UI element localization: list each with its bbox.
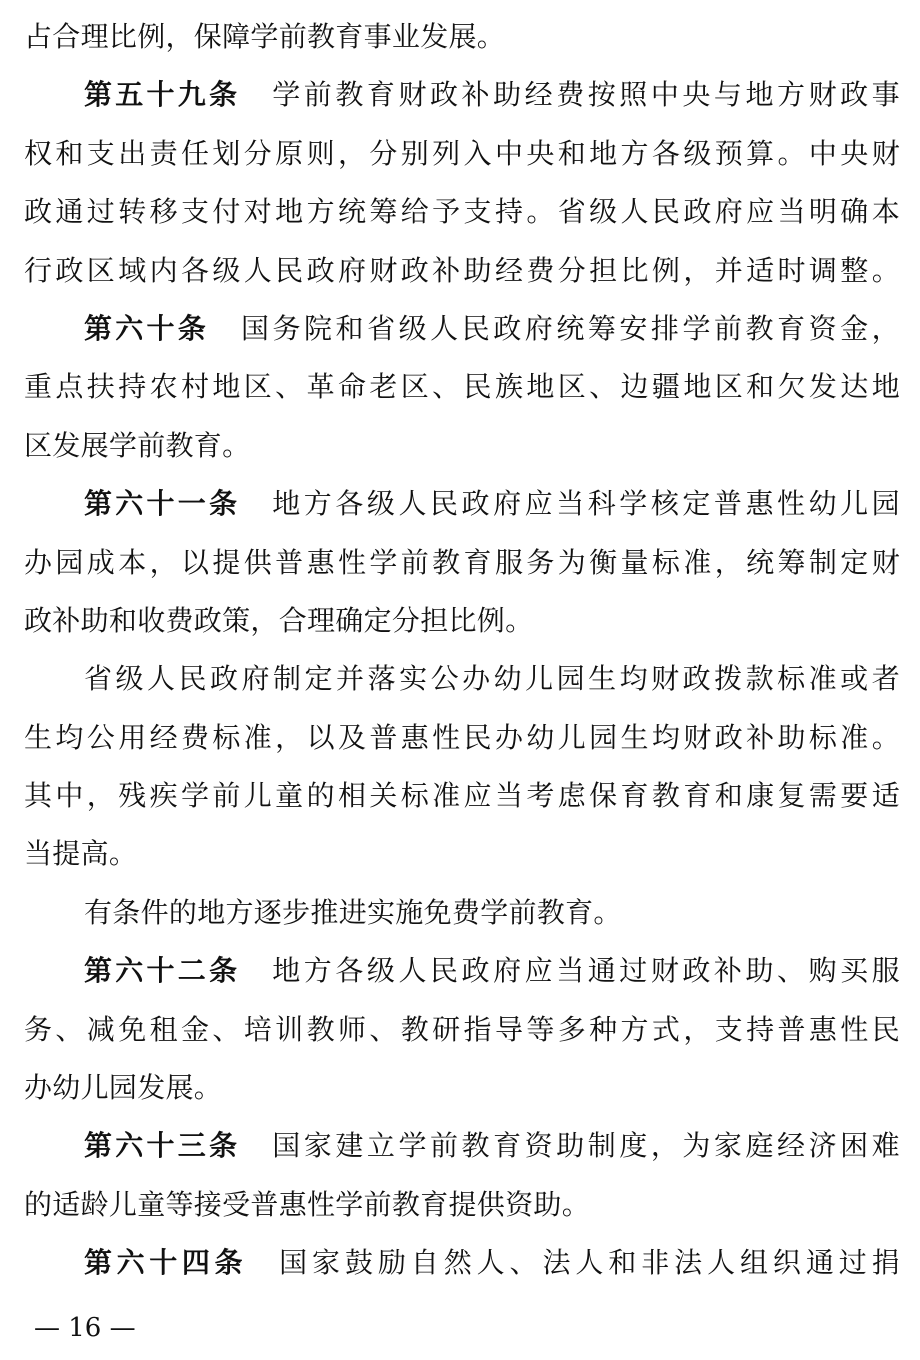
line-text: 地方各级人民政府应当通过财政补助、购买服 [272, 954, 900, 988]
text-line [24, 1123, 900, 1181]
document-page [24, 14, 900, 1299]
text-line [24, 831, 900, 889]
line-text: 区发展学前教育。 [24, 428, 251, 462]
text-line [24, 248, 900, 306]
line-text: 办园成本，以提供普惠性学前教育服务为衡量标准，统筹制定财 [24, 545, 900, 579]
line-text: 其中，残疾学前儿童的相关标准应当考虑保育教育和康复需要适 [24, 779, 900, 813]
text-line [24, 656, 900, 714]
text-line [24, 540, 900, 598]
article-heading: 第六十条 [84, 311, 209, 345]
text-line [24, 306, 900, 364]
article-heading: 第六十二条 [84, 954, 241, 988]
page-number: — 16 — [34, 1313, 136, 1343]
text-line [24, 1065, 900, 1123]
line-text: 国家鼓励自然人、法人和非法人组织通过捐 [279, 1246, 900, 1280]
article-heading: 第五十九条 [84, 78, 241, 112]
text-line [24, 423, 900, 481]
line-text: 国家建立学前教育资助制度，为家庭经济困难 [272, 1129, 900, 1163]
line-text: 政通过转移支付对地方统筹给予支持。省级人民政府应当明确本 [24, 195, 900, 229]
text-line [24, 948, 900, 1006]
text-line [24, 715, 900, 773]
text-line [24, 890, 900, 948]
article-heading: 第六十三条 [84, 1129, 241, 1163]
text-line [24, 773, 900, 831]
line-text: 权和支出责任划分原则，分别列入中央和地方各级预算。中央财 [24, 136, 900, 170]
text-line [24, 189, 900, 247]
article-heading: 第六十一条 [84, 487, 241, 521]
line-text: 行政区域内各级人民政府财政补助经费分担比例，并适时调整。 [24, 253, 900, 287]
text-line [24, 364, 900, 422]
text-line [24, 481, 900, 539]
line-text: 有条件的地方逐步推进实施免费学前教育。 [84, 895, 622, 929]
line-text: 国务院和省级人民政府统筹安排学前教育资金， [240, 311, 900, 345]
line-text: 学前教育财政补助经费按照中央与地方财政事 [272, 78, 900, 112]
text-line [24, 14, 900, 72]
line-text: 务、减免租金、培训教师、教研指导等多种方式，支持普惠性民 [24, 1012, 900, 1046]
line-text: 生均公用经费标准，以及普惠性民办幼儿园生均财政补助标准。 [24, 720, 900, 754]
line-text: 重点扶持农村地区、革命老区、民族地区、边疆地区和欠发达地 [24, 370, 900, 404]
line-text: 政补助和收费政策，合理确定分担比例。 [24, 603, 534, 637]
text-line [24, 1182, 900, 1240]
text-line [24, 1240, 900, 1298]
line-text: 省级人民政府制定并落实公办幼儿园生均财政拨款标准或者 [84, 662, 900, 696]
line-text: 占合理比例，保障学前教育事业发展。 [24, 20, 506, 53]
text-line [24, 131, 900, 189]
line-text: 当提高。 [24, 837, 138, 871]
line-text: 的适龄儿童等接受普惠性学前教育提供资助。 [24, 1187, 591, 1221]
line-text: 地方各级人民政府应当科学核定普惠性幼儿园 [272, 487, 900, 521]
line-text: 办幼儿园发展。 [24, 1071, 223, 1105]
article-heading: 第六十四条 [84, 1246, 248, 1280]
text-line [24, 72, 900, 130]
text-line [24, 598, 900, 656]
text-line [24, 1007, 900, 1065]
